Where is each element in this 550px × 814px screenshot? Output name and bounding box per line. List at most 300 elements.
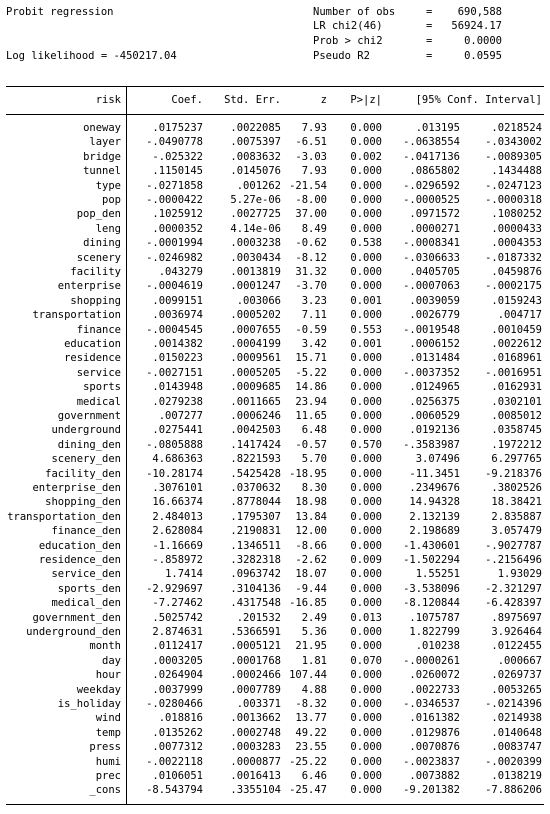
coef-cell: .0099151 [152, 294, 203, 307]
coef-cell: .0077312 [152, 741, 203, 754]
variable-name: residence_den [38, 554, 121, 566]
table-row [0, 179, 550, 193]
ci-upper-cell: .0140648 [491, 726, 542, 739]
ci-upper-cell: 2.835887 [491, 510, 542, 523]
ci-upper-cell: .0000433 [491, 222, 542, 235]
z-cell: -3.70 [295, 280, 327, 293]
table-row [0, 510, 550, 524]
ci-upper-cell: -.0343002 [485, 136, 542, 149]
p-cell: 0.000 [350, 410, 382, 422]
ci-lower-cell: -9.201382 [403, 784, 460, 797]
ci-lower-cell: 3.07496 [415, 453, 460, 466]
variable-name: pop [102, 194, 121, 206]
stderr-cell: .0030434 [230, 251, 281, 264]
z-cell: -0.57 [295, 438, 327, 451]
coef-cell: -8.543794 [146, 784, 203, 797]
variable-name: facility_den [45, 467, 121, 480]
table-row [0, 668, 550, 682]
stderr-cell: .0003283 [230, 741, 281, 754]
ci-upper-cell: .0085012 [491, 410, 542, 422]
p-cell: 0.553 [350, 323, 382, 336]
stderr-cell: .0042503 [230, 424, 281, 437]
stderr-cell: .0370632 [230, 482, 281, 494]
stderr-cell: 4.14e-06 [230, 222, 281, 235]
variable-name: day [102, 654, 121, 667]
ci-lower-cell: 1.822799 [409, 626, 460, 638]
variable-name: education_den [38, 539, 121, 552]
table-row [0, 222, 550, 236]
col-header-variable: risk [95, 94, 121, 106]
z-cell: 4.88 [301, 683, 327, 696]
z-cell: 7.93 [301, 122, 327, 134]
z-cell: -5.22 [295, 366, 327, 379]
coef-cell: .0036974 [152, 309, 203, 322]
table-row [0, 755, 550, 769]
stderr-cell: .0002748 [230, 726, 281, 739]
table-row [0, 423, 550, 437]
p-cell: 0.070 [350, 654, 382, 667]
p-cell: 0.000 [350, 510, 382, 523]
stderr-cell: .001262 [236, 179, 281, 192]
p-cell: 0.000 [350, 424, 382, 437]
ci-upper-cell: .0162931 [491, 381, 542, 394]
ci-lower-cell: .0124965 [409, 381, 460, 394]
ci-lower-cell: .0039059 [409, 294, 460, 307]
stderr-cell: .0005121 [230, 640, 281, 653]
p-cell: 0.000 [350, 582, 382, 595]
z-cell: -6.51 [295, 136, 327, 149]
table-row [0, 740, 550, 754]
z-cell: -25.47 [289, 784, 327, 797]
z-cell: 21.95 [295, 640, 327, 653]
stderr-cell: .3355104 [230, 784, 281, 797]
z-cell: 5.70 [301, 453, 327, 466]
p-cell: 0.000 [350, 770, 382, 782]
table-row [0, 697, 550, 711]
p-cell: 0.000 [350, 539, 382, 552]
stderr-cell: .0000877 [230, 755, 281, 768]
z-cell: 8.30 [301, 482, 327, 494]
ci-lower-cell: -.0306633 [403, 251, 460, 264]
variable-name: transportation [32, 309, 121, 322]
p-cell: 0.000 [350, 496, 382, 509]
ci-upper-cell: -.0089305 [485, 150, 542, 163]
z-cell: 37.00 [295, 208, 327, 221]
z-cell: 15.71 [295, 352, 327, 365]
z-cell: -0.59 [295, 323, 327, 336]
table-row [0, 553, 550, 567]
variable-name: finance_den [51, 525, 121, 538]
ci-lower-cell: .0070876 [409, 741, 460, 754]
table-row [0, 409, 550, 423]
table-row [0, 452, 550, 466]
ci-upper-cell: -.2156496 [485, 554, 542, 566]
variable-name: weekday [76, 683, 121, 696]
coef-cell: .0143948 [152, 381, 203, 394]
ci-upper-cell: -.0016951 [485, 366, 542, 379]
coef-cell: -1.16669 [152, 539, 203, 552]
z-cell: 6.48 [301, 424, 327, 437]
stderr-cell: .1795307 [230, 510, 281, 523]
table-bottom-rule [6, 804, 544, 805]
z-cell: 11.65 [295, 410, 327, 422]
coef-cell: .0150223 [152, 352, 203, 365]
ci-lower-cell: .0131484 [409, 352, 460, 365]
table-row [0, 524, 550, 538]
stat-eq: = [426, 6, 433, 18]
p-cell: 0.001 [350, 294, 382, 307]
variable-name: sports_den [57, 582, 121, 595]
stderr-cell: .0003238 [230, 237, 281, 250]
stderr-cell: .0016413 [230, 770, 281, 782]
z-cell: 3.23 [301, 294, 327, 307]
table-row [0, 726, 550, 740]
stderr-cell: .0075397 [230, 136, 281, 149]
variable-name: scenery_den [51, 453, 121, 466]
z-cell: -16.85 [289, 597, 327, 610]
coef-cell: -.0022118 [146, 755, 203, 768]
ci-lower-cell: -.0638554 [403, 136, 460, 149]
table-row [0, 582, 550, 596]
z-cell: 12.00 [295, 525, 327, 538]
p-cell: 0.002 [350, 150, 382, 163]
ci-lower-cell: .013195 [415, 122, 460, 134]
ci-upper-cell: .1434488 [491, 165, 542, 178]
ci-upper-cell: .0010459 [491, 323, 542, 336]
col-header-stderr: Std. Err. [224, 94, 281, 106]
table-row [0, 294, 550, 308]
ci-lower-cell: .0256375 [409, 395, 460, 408]
p-cell: 0.000 [350, 467, 382, 480]
coef-cell: -.858972 [152, 554, 203, 566]
table-row [0, 164, 550, 178]
stderr-cell: .0963742 [230, 568, 281, 581]
table-row [0, 135, 550, 149]
stat-eq: = [426, 20, 433, 32]
header-rule [6, 114, 544, 115]
variable-name: tunnel [83, 165, 121, 178]
variable-name: press [89, 741, 121, 754]
z-cell: 107.44 [289, 669, 327, 682]
stderr-cell: .0007789 [230, 683, 281, 696]
coef-cell: .3076101 [152, 482, 203, 494]
z-cell: -3.03 [295, 150, 327, 163]
stderr-cell: .0006246 [230, 410, 281, 422]
coef-cell: .018816 [158, 712, 203, 725]
ci-upper-cell: -.9027787 [485, 539, 542, 552]
table-row [0, 121, 550, 135]
variable-name: medical_den [51, 597, 121, 610]
table-row [0, 150, 550, 164]
stderr-cell: .4317548 [230, 597, 281, 610]
variable-name: facility [70, 266, 121, 278]
variable-name: finance [76, 323, 121, 336]
variable-name: humi [95, 755, 121, 768]
col-header-ci: [95% Conf. Interval] [415, 94, 542, 106]
coef-cell: .0000352 [152, 222, 203, 235]
ci-lower-cell: 2.198689 [409, 525, 460, 538]
z-cell: 7.93 [301, 165, 327, 178]
p-cell: 0.000 [350, 222, 382, 235]
stat-label: Number of obs [313, 6, 396, 18]
variable-name: wind [95, 712, 121, 725]
coef-cell: 16.66374 [152, 496, 203, 509]
table-row [0, 351, 550, 365]
p-cell: 0.000 [350, 266, 382, 278]
stderr-cell: .0027725 [230, 208, 281, 221]
p-cell: 0.000 [350, 698, 382, 710]
z-cell: -21.54 [289, 179, 327, 192]
ci-upper-cell: .3802526 [491, 482, 542, 494]
ci-upper-cell: .0302101 [491, 395, 542, 408]
coef-cell: -.0027151 [146, 366, 203, 379]
stderr-cell: .8221593 [230, 453, 281, 466]
ci-upper-cell: .0459876 [491, 266, 542, 278]
ci-lower-cell: 1.55251 [415, 568, 460, 581]
ci-upper-cell: .0022612 [491, 338, 542, 350]
stderr-cell: .5425428 [230, 467, 281, 480]
ci-lower-cell: -.0019548 [403, 323, 460, 336]
coef-cell: -.0004619 [146, 280, 203, 293]
p-cell: 0.000 [350, 352, 382, 365]
stat-eq: = [426, 50, 433, 62]
z-cell: -2.62 [295, 554, 327, 566]
ci-lower-cell: -.0023837 [403, 755, 460, 768]
ci-upper-cell: .000667 [497, 654, 542, 667]
z-cell: -0.62 [295, 237, 327, 250]
p-cell: 0.000 [350, 482, 382, 494]
coef-cell: -.0246982 [146, 251, 203, 264]
coef-cell: -.0280466 [146, 698, 203, 710]
p-cell: 0.000 [350, 280, 382, 293]
ci-lower-cell: -.3583987 [403, 438, 460, 451]
ci-lower-cell: -.0008341 [403, 237, 460, 250]
variable-name: prec [95, 770, 121, 782]
ci-lower-cell: .0161382 [409, 712, 460, 725]
stderr-cell: .0002466 [230, 669, 281, 682]
ci-lower-cell: .0192136 [409, 424, 460, 437]
variable-name: shopping_den [45, 496, 121, 509]
ci-lower-cell: .0060529 [409, 410, 460, 422]
stderr-cell: .0005202 [230, 309, 281, 322]
coef-cell: .0135262 [152, 726, 203, 739]
stderr-cell: .0022085 [230, 122, 281, 134]
ci-upper-cell: .0214938 [491, 712, 542, 725]
table-row [0, 265, 550, 279]
p-cell: 0.000 [350, 784, 382, 797]
variable-name: scenery [76, 251, 121, 264]
p-cell: 0.000 [350, 136, 382, 149]
col-header-p: P>|z| [350, 94, 382, 106]
table-row [0, 611, 550, 625]
variable-name: underground [51, 424, 121, 437]
stderr-cell: .8778044 [230, 496, 281, 509]
ci-upper-cell: 3.926464 [491, 626, 542, 638]
ci-lower-cell: -.0000261 [403, 654, 460, 667]
ci-lower-cell: .0073882 [409, 770, 460, 782]
ci-upper-cell: -7.886206 [485, 784, 542, 797]
stderr-cell: .0009685 [230, 381, 281, 394]
z-cell: 7.11 [301, 309, 327, 322]
variable-name: leng [95, 222, 121, 235]
z-cell: -8.32 [295, 698, 327, 710]
stat-label: Prob > chi2 [313, 35, 383, 47]
coef-cell: -.0001994 [146, 237, 203, 250]
coef-cell: 2.874631 [152, 626, 203, 638]
ci-upper-cell: .0122455 [491, 640, 542, 653]
variable-name: oneway [83, 122, 121, 134]
variable-name: type [95, 179, 121, 192]
col-header-coef: Coef. [171, 94, 203, 106]
variable-name: hour [95, 669, 121, 682]
variable-name: layer [89, 136, 121, 149]
ci-lower-cell: -8.120844 [403, 597, 460, 610]
p-cell: 0.000 [350, 626, 382, 638]
variable-name: enterprise [57, 280, 121, 293]
ci-lower-cell: 2.132139 [409, 510, 460, 523]
col-header-z: z [320, 94, 327, 106]
stderr-cell: .003066 [236, 294, 281, 307]
stderr-cell: .0001247 [230, 280, 281, 293]
stderr-cell: .0145076 [230, 165, 281, 178]
p-cell: 0.000 [350, 726, 382, 739]
coef-cell: .0279238 [152, 395, 203, 408]
coef-cell: -.0000422 [146, 194, 203, 206]
p-cell: 0.000 [350, 453, 382, 466]
stderr-cell: .3104136 [230, 582, 281, 595]
z-cell: 2.49 [301, 611, 327, 624]
table-row [0, 366, 550, 380]
coef-cell: .0175237 [152, 122, 203, 134]
ci-lower-cell: .0000271 [409, 222, 460, 235]
z-cell: 31.32 [295, 266, 327, 278]
table-row [0, 596, 550, 610]
p-cell: 0.000 [350, 395, 382, 408]
stderr-cell: .0004199 [230, 338, 281, 350]
variable-name: transportation_den [7, 510, 121, 523]
z-cell: 13.77 [295, 712, 327, 725]
p-cell: 0.009 [350, 554, 382, 566]
coef-cell: .0112417 [152, 640, 203, 653]
coef-cell: .0264904 [152, 669, 203, 682]
coef-cell: -.0271858 [146, 179, 203, 192]
z-cell: -25.22 [289, 755, 327, 768]
ci-upper-cell: .004717 [497, 309, 542, 322]
coef-cell: .0275441 [152, 424, 203, 437]
ci-upper-cell: -.0214396 [485, 698, 542, 710]
coef-cell: .043279 [158, 266, 203, 278]
ci-upper-cell: -.0247123 [485, 179, 542, 192]
table-row [0, 438, 550, 452]
table-row [0, 683, 550, 697]
p-cell: 0.000 [350, 597, 382, 610]
ci-upper-cell: .0138219 [491, 770, 542, 782]
table-row [0, 251, 550, 265]
p-cell: 0.000 [350, 251, 382, 264]
ci-lower-cell: .0129876 [409, 726, 460, 739]
coef-cell: .5025742 [152, 611, 203, 624]
ci-upper-cell: .8975697 [491, 611, 542, 624]
stderr-cell: .5366591 [230, 626, 281, 638]
z-cell: 3.42 [301, 338, 327, 350]
p-cell: 0.538 [350, 237, 382, 250]
z-cell: -9.44 [295, 582, 327, 595]
ci-upper-cell: -.0020399 [485, 755, 542, 768]
p-cell: 0.000 [350, 309, 382, 322]
ci-lower-cell: .0022733 [409, 683, 460, 696]
p-cell: 0.000 [350, 381, 382, 394]
stat-label: LR chi2(46) [313, 20, 383, 32]
table-row [0, 639, 550, 653]
stderr-cell: .0007655 [230, 323, 281, 336]
log-likelihood: Log likelihood = -450217.04 [6, 50, 177, 62]
ci-lower-cell: .1075787 [409, 611, 460, 624]
stat-value: 0.0595 [464, 50, 502, 62]
ci-upper-cell: -.0187332 [485, 251, 542, 264]
ci-upper-cell: .1080252 [491, 208, 542, 221]
table-row [0, 193, 550, 207]
stderr-cell: .0013662 [230, 712, 281, 725]
variable-name: service_den [51, 568, 121, 581]
p-cell: 0.000 [350, 669, 382, 682]
ci-upper-cell: -6.428397 [485, 597, 542, 610]
p-cell: 0.000 [350, 208, 382, 221]
z-cell: -8.12 [295, 251, 327, 264]
stderr-cell: 5.27e-06 [230, 194, 281, 206]
coef-cell: -.0004545 [146, 323, 203, 336]
coef-cell: 4.686363 [152, 453, 203, 466]
ci-upper-cell: 18.38421 [491, 496, 542, 509]
coef-cell: -.0490778 [146, 136, 203, 149]
z-cell: 23.55 [295, 741, 327, 754]
coef-cell: .007277 [158, 410, 203, 422]
ci-lower-cell: .0006152 [409, 338, 460, 350]
stderr-cell: .1417424 [230, 438, 281, 451]
z-cell: 8.49 [301, 222, 327, 235]
ci-upper-cell: .0168961 [491, 352, 542, 365]
table-row [0, 323, 550, 337]
ci-lower-cell: -11.3451 [409, 467, 460, 480]
stderr-cell: .003371 [236, 698, 281, 710]
variable-name: residence [64, 352, 121, 365]
z-cell: -8.00 [295, 194, 327, 206]
stderr-cell: .0009561 [230, 352, 281, 365]
stderr-cell: .2190831 [230, 525, 281, 538]
p-cell: 0.000 [350, 683, 382, 696]
variable-name: dining [83, 237, 121, 250]
ci-upper-cell: -.0000318 [485, 194, 542, 206]
stderr-cell: .0005205 [230, 366, 281, 379]
z-cell: 49.22 [295, 726, 327, 739]
coef-cell: 2.484013 [152, 510, 203, 523]
p-cell: 0.000 [350, 122, 382, 134]
variable-name: shopping [70, 294, 121, 307]
ci-lower-cell: .0260072 [409, 669, 460, 682]
table-row [0, 654, 550, 668]
p-cell: 0.570 [350, 438, 382, 451]
stderr-cell: .0013819 [230, 266, 281, 278]
stderr-cell: .1346511 [230, 539, 281, 552]
ci-lower-cell: .2349676 [409, 482, 460, 494]
variable-name: sports [83, 381, 121, 394]
p-cell: 0.000 [350, 755, 382, 768]
table-row [0, 539, 550, 553]
ci-lower-cell: -.0296592 [403, 179, 460, 192]
stderr-cell: .201532 [236, 611, 281, 624]
ci-upper-cell: -2.321297 [485, 582, 542, 595]
variable-name: service [76, 366, 121, 379]
ci-lower-cell: -3.538096 [403, 582, 460, 595]
